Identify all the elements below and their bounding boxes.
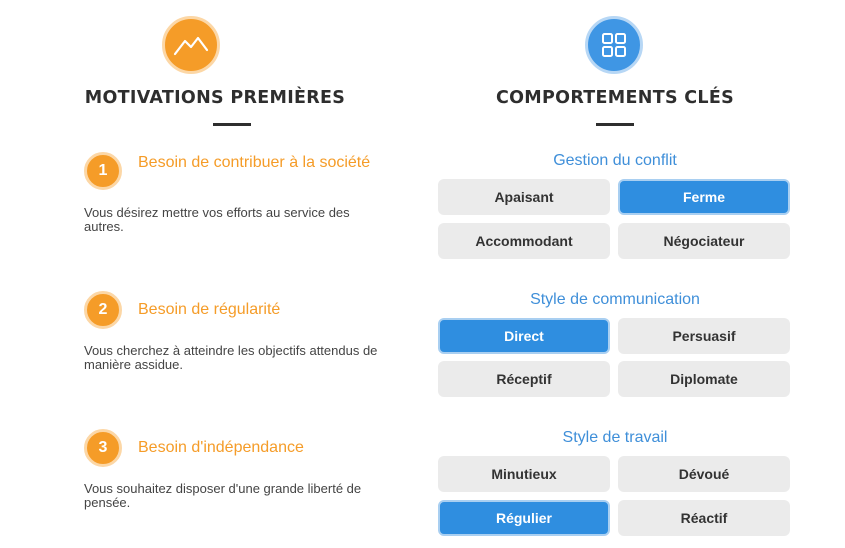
option-negociateur-button[interactable]: Négociateur [618, 223, 790, 259]
title-divider [596, 123, 634, 126]
option-persuasif-button[interactable]: Persuasif [618, 318, 790, 354]
option-regulier-button[interactable]: Régulier [438, 500, 610, 536]
option-apaisant-button[interactable]: Apaisant [438, 179, 610, 215]
section-title-communication: Style de communication [530, 291, 700, 308]
motivations-title: MOTIVATIONS PREMIÈRES [84, 88, 346, 108]
motivation-description: Vous cherchez à atteindre les objectifs attendus de manière assidue. [84, 343, 378, 372]
option-receptif-button[interactable]: Réceptif [438, 361, 610, 397]
option-direct-button[interactable]: Direct [438, 318, 610, 354]
option-devoue-button[interactable]: Dévoué [618, 456, 790, 492]
number-badge: 2 [84, 291, 122, 329]
motivation-title: Besoin d'indépendance [138, 439, 304, 456]
number-badge: 3 [84, 429, 122, 467]
option-minutieux-button[interactable]: Minutieux [438, 456, 610, 492]
option-accommodant-button[interactable]: Accommodant [438, 223, 610, 259]
option-diplomate-button[interactable]: Diplomate [618, 361, 790, 397]
option-ferme-button[interactable]: Ferme [618, 179, 790, 215]
motivation-title: Besoin de régularité [138, 301, 281, 318]
number-badge: 1 [84, 152, 122, 190]
mountain-icon [162, 16, 220, 74]
section-title-conflict: Gestion du conflit [553, 152, 677, 169]
motivation-description: Vous désirez mettre vos efforts au service des autres. [84, 205, 350, 234]
grid-icon [585, 16, 643, 74]
option-reactif-button[interactable]: Réactif [618, 500, 790, 536]
section-title-work: Style de travail [562, 429, 668, 446]
motivation-title: Besoin de contribuer à la société [138, 154, 371, 171]
title-divider [213, 123, 251, 126]
motivation-description: Vous souhaitez disposer d'une grande liberté de pensée. [84, 481, 362, 510]
behaviors-title: COMPORTEMENTS CLÉS [495, 88, 735, 108]
